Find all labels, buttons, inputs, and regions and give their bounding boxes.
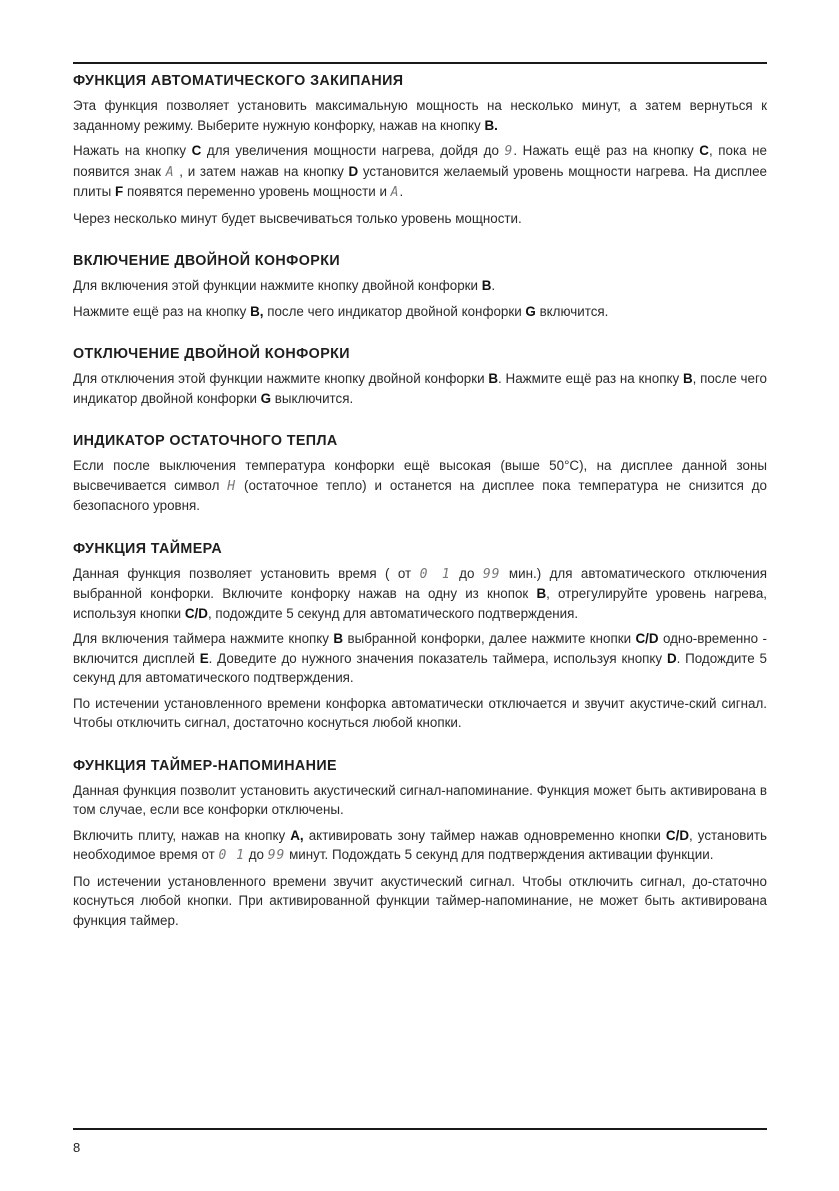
section-double-on bbox=[73, 252, 767, 321]
paragraph: Если после выключения температура конфорки ещё высокая (выше 50°C), на дисплее данной зоны высвечивается символ H (остаточное тепло) и останется на дисплее пока температура не снизится до безопасного уровня. bbox=[73, 458, 767, 513]
paragraph: Нажмите ещё раз на кнопку B, после чего индикатор двойной конфорки G включится. bbox=[73, 303, 609, 319]
paragraph: Для включения этой функции нажмите кнопку двойной конфорки B. bbox=[73, 278, 496, 293]
display-symbol: 99 bbox=[267, 848, 286, 863]
paragraph: Для включения таймера нажмите кнопку B выбранной конфорки, далее нажмите кнопки C/D одно-временно - включится дисплей E. Доведите до нужного значения показатель таймера, используя кнопку D. Подождите 5 секунд для автоматического подтверждения. bbox=[73, 631, 767, 685]
section-timer bbox=[73, 540, 767, 733]
section-title: ФУНКЦИЯ АВТОМАТИЧЕСКОГО ЗАКИПАНИЯ bbox=[73, 73, 404, 89]
paragraph: Нажать на кнопку C для увеличения мощности нагрева, дойдя до 9. Нажать ещё раз на кнопку C, пока не появится знак A , и затем нажав на кнопку D установится желаемый уровень мощности нагрева. На дисплее плиты F появятся переменно уровень мощности и A. bbox=[73, 143, 767, 200]
display-symbol: H bbox=[227, 478, 237, 494]
section-title: ФУНКЦИЯ ТАЙМЕРА bbox=[73, 540, 223, 557]
section-auto-boil bbox=[73, 72, 767, 228]
paragraph: По истечении установленного времени звучит акустический сигнал. Чтобы отключить сигнал, до-статочно коснуться любой кнопки. При активированной функции таймер-напоминание, не может быть активирована функция таймер. bbox=[73, 873, 767, 928]
paragraph: Эта функция позволяет установить максимальную мощность на несколько минут, а затем вернуться к заданному режиму. Выберите нужную конфорку, нажав на кнопку B. bbox=[73, 98, 767, 133]
page-number: 8 bbox=[73, 1140, 81, 1155]
section-title: ИНДИКАТОР ОСТАТОЧНОГО ТЕПЛА bbox=[73, 433, 338, 449]
page-content bbox=[73, 62, 767, 936]
paragraph: Для отключения этой функции нажмите кнопку двойной конфорки B. Нажмите ещё раз на кнопку B, после чего индикатор двойной конфорки G выключится. bbox=[73, 371, 768, 406]
section-title: ОТКЛЮЧЕНИЕ ДВОЙНОЙ КОНФОРКИ bbox=[73, 346, 350, 362]
section-double-off bbox=[73, 345, 767, 408]
section-title: ВКЛЮЧЕНИЕ ДВОЙНОЙ КОНФОРКИ bbox=[73, 253, 341, 269]
display-symbol: 9 bbox=[504, 144, 514, 159]
paragraph: Через несколько минут будет высвечиваться только уровень мощности. bbox=[73, 210, 522, 226]
paragraph: Данная функция позволит установить акустический сигнал-напоминание. Функция может быть активирована в том случае, если все конфорки отключены. bbox=[73, 782, 767, 817]
section-residual-heat bbox=[73, 432, 767, 516]
top-rule bbox=[73, 62, 767, 64]
paragraph: Данная функция позволяет установить время ( от 0 1 до 99 мин.) для автоматического отключения выбранной конфорки. Включите конфорку нажав на одну из кнопок B, отрегулируйте уровень нагрева, используя кнопки C/D, подождите 5 секунд для автоматического подтверждения. bbox=[73, 565, 767, 621]
paragraph: Включить плиту, нажав на кнопку A, активировать зону таймер нажав одновременно кнопки C/D, установить необходимое время от 0 1 до 99 минут. Подождать 5 секунд для подтверждения активации функции. bbox=[73, 827, 768, 863]
bottom-rule bbox=[73, 1128, 767, 1130]
display-symbol: 99 bbox=[482, 566, 501, 582]
display-symbol: A bbox=[165, 164, 175, 180]
display-symbol: A bbox=[390, 185, 400, 200]
display-symbol: 0 1 bbox=[218, 848, 246, 863]
page-footer bbox=[73, 1128, 767, 1155]
section-title: ФУНКЦИЯ ТАЙМЕР-НАПОМИНАНИЕ bbox=[73, 757, 337, 774]
display-symbol: 0 1 bbox=[419, 566, 451, 582]
paragraph: По истечении установленного времени конфорка автоматически отключается и звучит акустиче-ский сигнал. Чтобы отключить сигнал, достаточно коснуться любой кнопки. bbox=[73, 695, 767, 730]
section-timer-reminder bbox=[73, 757, 767, 931]
